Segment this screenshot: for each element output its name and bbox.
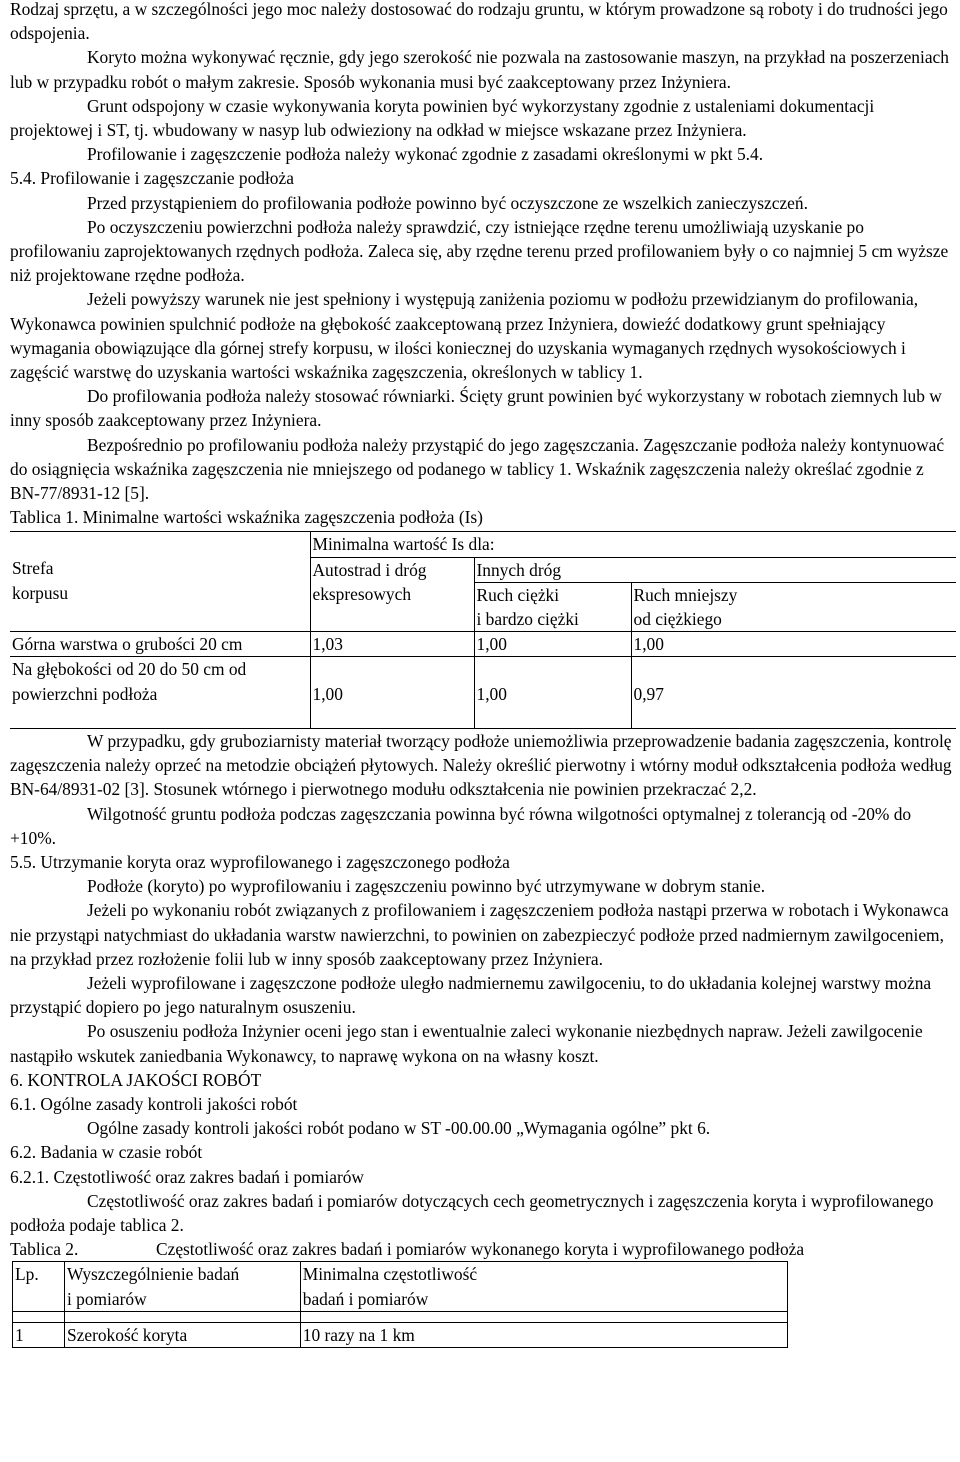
- cell-strefa-line-1: Na głębokości od 20 do 50 cm od: [12, 659, 247, 680]
- header-ruch-mniejszy-line-2: od ciężkiego: [633, 609, 722, 630]
- paragraph: Podłoże (koryto) po wyprofilowaniu i zagęszczeniu powinno być utrzymywane w dobrym stanie.: [87, 876, 766, 897]
- paragraph: Częstotliwość oraz zakres badań i pomiarów dotyczących cech geometrycznych i zagęszczenia koryta i wyprofilowanego podłoża podaje tablica 2.: [10, 1190, 934, 1235]
- cell-lp: 1: [13, 1322, 65, 1347]
- paragraph: Do profilowania podłoża należy stosować równiarki. Ścięty grunt powinien być wykorzystany w robotach ziemnych lub w inny sposób zaakceptowany przez Inżyniera.: [10, 386, 942, 431]
- header-strefa-line: Strefa: [12, 558, 54, 579]
- header-min-line-1: Minimalna częstotliwość: [302, 1264, 478, 1285]
- section-after-table-1: [10, 729, 956, 850]
- section-heading-6-2: 6.2. Badania w czasie robót: [10, 1142, 203, 1163]
- header-wysz-line-1: Wyszczególnienie badań: [66, 1264, 240, 1285]
- table-row: [10, 657, 956, 706]
- header-autostrad-line-1: Autostrad i dróg: [312, 559, 427, 580]
- table-2: [12, 1261, 788, 1348]
- header-autostrad: [310, 557, 474, 632]
- cell-strefa: [10, 657, 310, 706]
- table-1-caption: Tablica 1. Minimalne wartości wskaźnika zagęszczenia podłoża (Is): [10, 507, 483, 528]
- header-min-czestotliwosc: [300, 1262, 787, 1311]
- table-row: [10, 632, 956, 657]
- cell-ruch-mniejszy: 0,97: [631, 657, 956, 706]
- header-ruch-mniejszy-line-1: Ruch mniejszy: [633, 584, 738, 605]
- table-2-caption-label: Tablica 2.: [10, 1239, 79, 1260]
- paragraph: Ogólne zasady kontroli jakości robót podano w ST -00.00.00 „Wymagania ogólne” pkt 6.: [87, 1118, 711, 1139]
- paragraph: Jeżeli powyższy warunek nie jest spełniony i występują zaniżenia poziomu w podłożu przewidzianym do profilowania, Wykonawca powinien spulchnić podłoże na głębokość zaakceptowaną przez Inżyniera, dowieźć dodatkowy grunt spełniający wymagania obowiązujące dla górnej strefy korpusu, w ilości koniecznej do uzyskania wymaganych rzędnych wysokościowych i zagęścić warstwę do uzyskania wartości wskaźnika zagęszczenia, określonych w tablicy 1.: [10, 289, 919, 383]
- paragraph: Koryto można wykonywać ręcznie, gdy jego szerokość nie pozwala na zastosowanie maszyn, na przykład na poszerzeniach lub w przypadku robót o małym zakresie. Sposób wykonania musi być zaakceptowany przez Inżyniera.: [10, 47, 949, 92]
- paragraph: Profilowanie i zagęszczenie podłoża należy wykonać zgodnie z zasadami określonymi w pkt 5.4.: [87, 144, 764, 165]
- table-2-header: [13, 1262, 788, 1311]
- section-5-4-body: [10, 191, 956, 506]
- header-wyszczegolnienie: [64, 1262, 300, 1311]
- section-heading-5-5: 5.5. Utrzymanie koryta oraz wyprofilowanego i zagęszczonego podłoża: [10, 851, 510, 872]
- paragraph: Po oczyszczeniu powierzchni podłoża należy sprawdzić, czy istniejące rzędne terenu umożliwiają uzyskanie po profilowaniu zaprojektowanych rzędnych podłoża. Zaleca się, aby rzędne terenu przed profilowaniem były o co najmniej 5 cm wyższe niż projektowane rzędne podłoża.: [10, 216, 949, 286]
- cell-ruch-ciezki: 1,00: [474, 657, 631, 706]
- header-min-line-2: badań i pomiarów: [302, 1288, 429, 1309]
- cell-strefa: Górna warstwa o grubości 20 cm: [10, 632, 310, 657]
- paragraph: Bezpośrednio po profilowaniu podłoża należy przystąpić do jego zagęszczania. Zagęszczanie podłoża należy kontynuować do osiągnięcia wskaźnika zagęszczenia nie mniejszego od podanego w tablicy 1. Wskaźnik zagęszczenia należy określać zgodnie z BN-77/8931-12 [5].: [10, 434, 945, 504]
- header-innych-drog: Innych dróg: [474, 557, 956, 582]
- paragraph: Jeżeli wyprofilowane i zagęszczone podłoże uległo nadmiernemu zawilgoceniu, to do układania kolejnej warstwy można przystąpić dopiero po jego naturalnym osuszeniu.: [10, 972, 932, 1018]
- cell-autostrad: 1,03: [310, 632, 474, 657]
- cell-freq: 10 razy na 1 km: [300, 1322, 787, 1347]
- section-heading-6-2-1: 6.2.1. Częstotliwość oraz zakres badań i pomiarów: [10, 1166, 364, 1187]
- table-row: [13, 1322, 788, 1347]
- cell-strefa-line-2: powierzchni podłoża: [12, 683, 158, 704]
- paragraph: Jeżeli po wykonaniu robót związanych z profilowaniem i zagęszczeniem podłoża nastąpi przerwa w robotach i Wykonawca nie przystąpi natychmiast do układania warstw nawierzchni, to powinien on zabezpieczyć podłoże przed nadmiernym zawilgoceniem, na przykład przez rozłożenie folii lub w inny sposób zaakceptowany przez Inżyniera.: [10, 900, 949, 969]
- header-wysz-line-2: i pomiarów: [66, 1288, 147, 1309]
- cell-autostrad: 1,00: [310, 657, 474, 706]
- paragraph: Wilgotność gruntu podłoża podczas zagęszczania powinna być równa wilgotności optymalnej z tolerancją od -20% do +10%.: [10, 803, 912, 848]
- paragraph: Po osuszeniu podłoża Inżynier oceni jego stan i ewentualnie zaleci wykonanie niezbędnych napraw. Jeżeli zawilgocenie nastąpiło wskutek zaniedbania Wykonawcy, to naprawę wykona on na własny koszt.: [10, 1021, 923, 1066]
- paragraph: W przypadku, gdy gruboziarnisty materiał tworzący podłoże uniemożliwia przeprowadzenie badania zagęszczenia, kontrolę zagęszczenia należy oprzeć na metodzie obciążeń płytowych. Należy określić pierwotny i wtórny moduł odkształcenia podłoża według BN-64/8931-02 [3]. Stosunek wtórnego i pierwotnego modułu odkształcenia nie powinien przekraczać 2,2.: [10, 730, 952, 800]
- intro-section: [10, 0, 956, 166]
- header-strefa-korpusu: [10, 532, 310, 632]
- header-autostrad-line-2: ekspresowych: [312, 583, 412, 604]
- cell-ruch-ciezki: 1,00: [474, 632, 631, 657]
- table-1: [10, 531, 956, 728]
- paragraph: Przed przystąpieniem do profilowania podłoże powinno być oczyszczone ze wszelkich zanieczyszczeń.: [87, 192, 808, 213]
- header-ruch-mniejszy: [631, 582, 956, 631]
- section-heading-5-4: 5.4. Profilowanie i zagęszczanie podłoża: [10, 168, 294, 189]
- cell-ruch-mniejszy: 1,00: [631, 632, 956, 657]
- cell-name: Szerokość koryta: [64, 1322, 300, 1347]
- header-korpusu-line: korpusu: [12, 582, 69, 603]
- paragraph: Grunt odspojony w czasie wykonywania koryta powinien być wykorzystany zgodnie z ustaleniami dokumentacji projektowej i ST, tj. wbudowany w nasyp lub odwieziony na odkład w miejsce wskazane przez Inżyniera.: [10, 95, 875, 141]
- header-min-value: Minimalna wartość Is dla:: [310, 532, 956, 557]
- paragraph: Rodzaj sprzętu, a w szczególności jego moc należy dostosować do rodzaju gruntu, w którym prowadzone są roboty i do trudności jego odspojenia.: [10, 0, 948, 44]
- header-ruch-ciezki-line-1: Ruch ciężki: [476, 584, 560, 605]
- header-lp: Lp.: [13, 1262, 65, 1311]
- header-ruch-ciezki: [474, 582, 631, 631]
- section-heading-6-1: 6.1. Ogólne zasady kontroli jakości robót: [10, 1093, 298, 1114]
- document-page: [10, 0, 956, 1348]
- section-heading-6: 6. KONTROLA JAKOŚCI ROBÓT: [10, 1069, 262, 1090]
- header-ruch-ciezki-line-2: i bardzo ciężki: [476, 609, 579, 630]
- table-2-caption-text: Częstotliwość oraz zakres badań i pomiarów wykonanego koryta i wyprofilowanego podłoża: [156, 1239, 805, 1260]
- section-5-5-body: [10, 874, 956, 1068]
- table-2-caption: [10, 1237, 956, 1261]
